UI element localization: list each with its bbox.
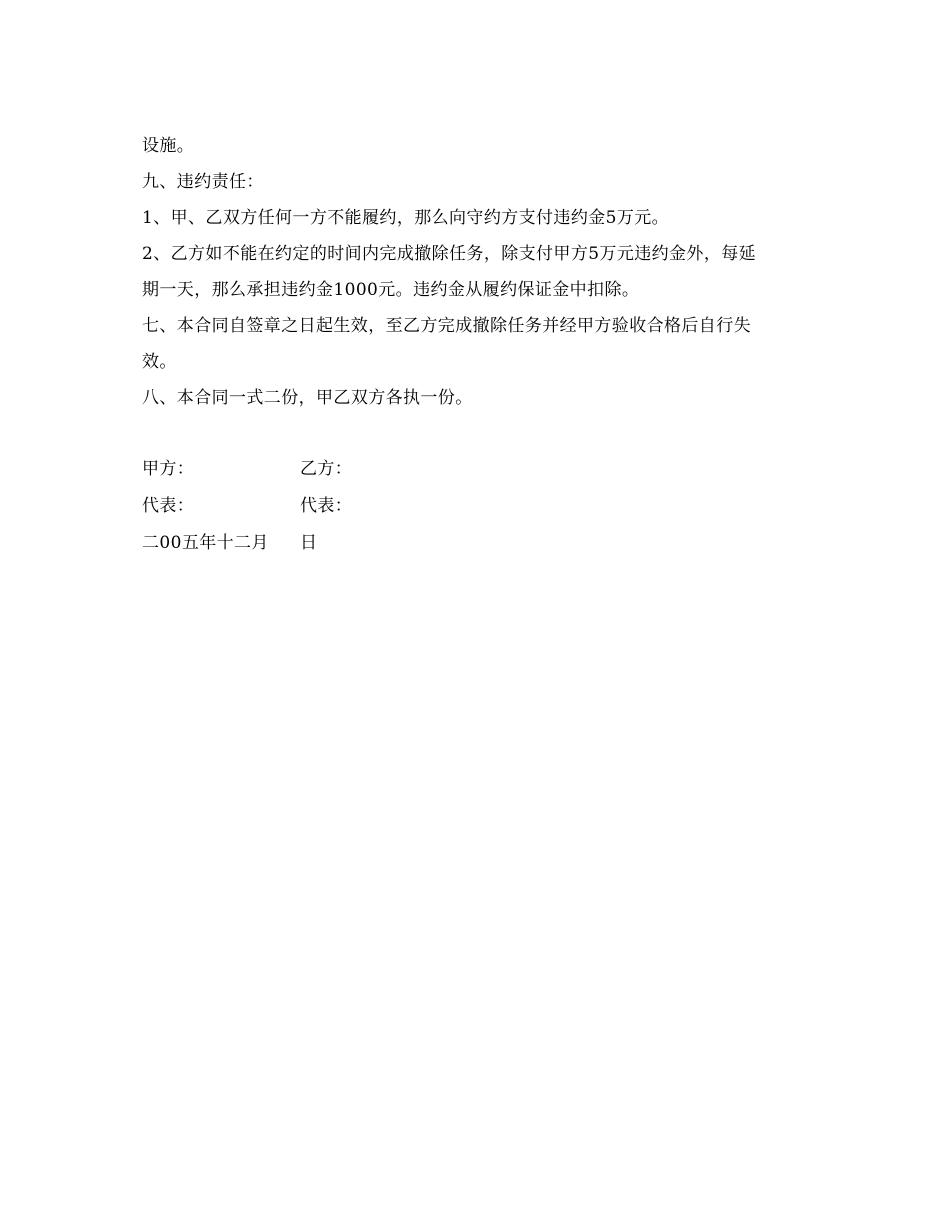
party-row bbox=[142, 451, 642, 488]
representative-a-label: 代表： bbox=[142, 496, 195, 516]
representative-row bbox=[142, 488, 642, 525]
date-row bbox=[142, 525, 642, 562]
day-label: 日 bbox=[300, 533, 318, 553]
clause-1: 1、甲、乙双方任何一方不能履约，那么向守约方支付违约金5万元。 bbox=[142, 208, 670, 228]
date-text: 二00五年十二月 bbox=[142, 533, 269, 553]
continuation-line: 设施。 bbox=[142, 136, 195, 156]
clause-2-line-1: 2、乙方如不能在约定的时间内完成撤除任务，除支付甲方5万元违约金外，每延 bbox=[142, 244, 757, 264]
contract-body bbox=[142, 128, 807, 416]
clause-8: 八、本合同一式二份，甲乙双方各执一份。 bbox=[142, 388, 473, 408]
signature-block bbox=[142, 451, 642, 562]
party-b-label: 乙方： bbox=[300, 459, 353, 479]
clause-2 bbox=[142, 236, 807, 308]
clause-7-line-1: 七、本合同自签章之日起生效，至乙方完成撤除任务并经甲方验收合格后自行失 bbox=[142, 316, 751, 336]
clause-7-line-2: 效。 bbox=[142, 352, 177, 372]
section-heading-breach-liability: 九、违约责任： bbox=[142, 172, 264, 192]
party-a-label: 甲方： bbox=[142, 459, 195, 479]
representative-b-label: 代表： bbox=[300, 496, 353, 516]
clause-2-line-2: 期一天，那么承担违约金1000元。违约金从履约保证金中扣除。 bbox=[142, 280, 640, 300]
clause-7 bbox=[142, 308, 807, 380]
